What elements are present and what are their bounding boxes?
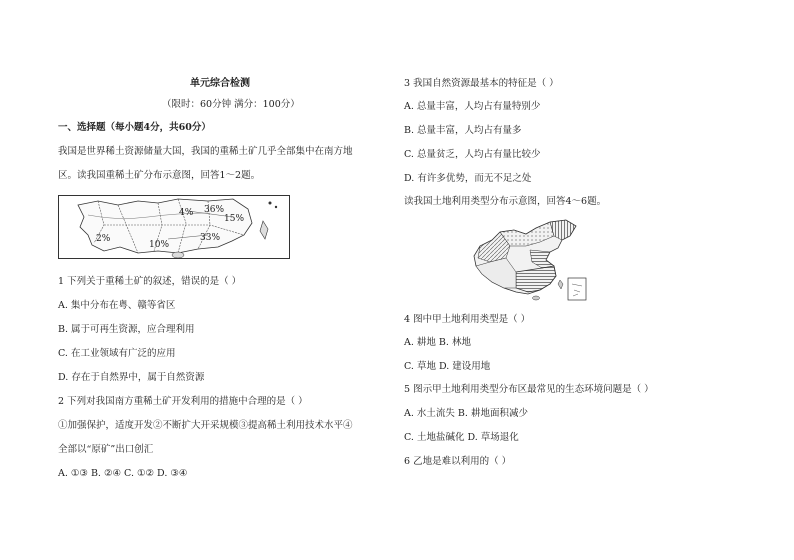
q5-options-ab: A. 水土流失 B. 耕地面积减少 <box>404 408 528 419</box>
section-heading: 一、选择题（每小题4分，共60分） <box>58 122 211 133</box>
land-use-intro: 读我国土地利用类型分布示意图，回答4～6题。 <box>404 196 607 207</box>
q4-options-ab: A. 耕地 B. 林地 <box>404 337 471 348</box>
q1-stem: 1 下列关于重稀土矿的叙述，错误的是（ ） <box>58 276 242 287</box>
q2-stem: 2 下列对我国南方重稀土矿开发利用的措施中合理的是（ ） <box>58 396 308 407</box>
q3-stem: 3 我国自然资源最基本的特征是（ ） <box>404 78 559 89</box>
q3-option-a: A. 总量丰富，人均占有量特别少 <box>404 101 541 112</box>
time-limit: （限时：60分钟 满分：100分） <box>162 99 300 110</box>
map-label-4pct: 4% <box>179 208 194 218</box>
map-label-33pct: 33% <box>200 233 221 243</box>
q3-option-d: D. 有许多优势，而无不足之处 <box>404 173 532 184</box>
q1-option-d: D. 存在于自然界中，属于自然资源 <box>58 372 205 383</box>
q6-stem: 6 乙地是难以利用的（ ） <box>404 456 512 467</box>
q1-option-c: C. 在工业领域有广泛的应用 <box>58 348 176 359</box>
q4-stem: 4 图中甲土地利用类型是（ ） <box>404 314 531 325</box>
q2-items-line2: 全部以“原矿”出口创汇 <box>58 444 154 455</box>
q5-stem: 5 图示甲土地利用类型分布区最常见的生态环境问题是（ ） <box>404 384 654 395</box>
q1-option-b: B. 属于可再生资源，应合理利用 <box>58 324 195 335</box>
q2-items: ①加强保护，适度开发②不断扩大开采规模③提高稀土利用技术水平④ <box>58 420 353 431</box>
map-label-2pct: 2% <box>96 234 111 244</box>
q4-options-cd: C. 草地 D. 建设用地 <box>404 361 491 372</box>
q2-options: A. ①③ B. ②④ C. ①② D. ③④ <box>58 468 188 479</box>
land-use-map <box>470 218 590 304</box>
rare-earth-map <box>58 195 290 259</box>
q3-option-b: B. 总量丰富，人均占有量多 <box>404 125 522 136</box>
map-label-15pct: 15% <box>224 214 245 224</box>
q5-options-cd: C. 土地盐碱化 D. 草场退化 <box>404 432 519 443</box>
map-label-10pct: 10% <box>149 240 170 250</box>
q3-option-c: C. 总量贫乏，人均占有量比较少 <box>404 149 541 160</box>
q1-option-a: A. 集中分布在粤、赣等省区 <box>58 300 176 311</box>
intro-text-line1: 我国是世界稀土资源储量大国，我国的重稀土矿几乎全部集中在南方地 <box>58 146 353 157</box>
map-label-36pct: 36% <box>204 205 225 215</box>
intro-text-line2: 区。读我国重稀土矿分布示意图，回答1～2题。 <box>58 170 261 181</box>
page-title: 单元综合检测 <box>190 78 250 89</box>
